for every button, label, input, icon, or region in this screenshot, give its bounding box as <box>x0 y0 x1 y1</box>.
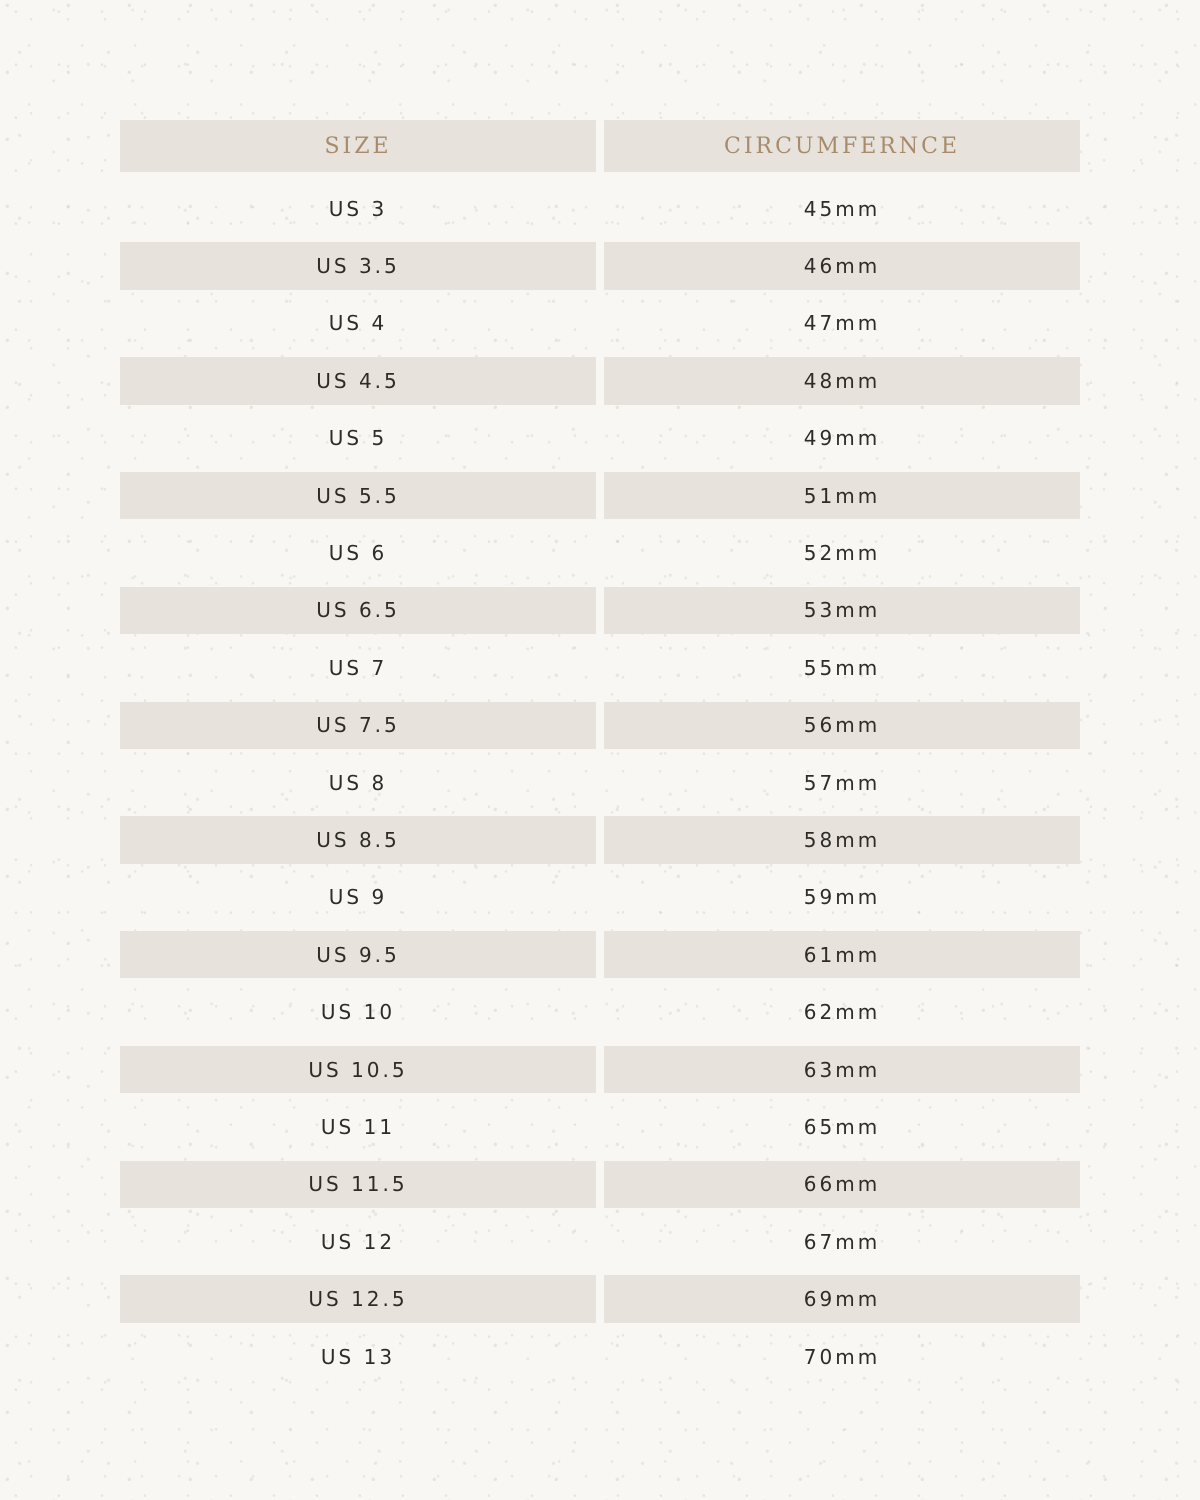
size-cell: US 6 <box>328 541 388 566</box>
size-cell: US 12.5 <box>120 1275 596 1322</box>
circumference-cell: 59mm <box>803 885 881 910</box>
table-body <box>120 180 1080 1385</box>
circumference-cell: 58mm <box>604 816 1080 863</box>
circumference-cell: 52mm <box>803 541 881 566</box>
circumference-cell: 47mm <box>803 311 881 336</box>
circumference-cell: 48mm <box>604 357 1080 404</box>
table-row <box>120 1098 1080 1155</box>
table-row <box>120 180 1080 237</box>
table-row <box>120 467 1080 524</box>
size-cell: US 7.5 <box>120 702 596 749</box>
circumference-cell: 56mm <box>604 702 1080 749</box>
table-row <box>120 352 1080 409</box>
circumference-cell: 65mm <box>803 1114 881 1139</box>
size-cell: US 11.5 <box>120 1161 596 1208</box>
table-row <box>120 983 1080 1040</box>
table-row <box>120 582 1080 639</box>
table-row <box>120 1041 1080 1098</box>
circumference-cell: 66mm <box>604 1161 1080 1208</box>
size-cell: US 10.5 <box>120 1046 596 1093</box>
table-row <box>120 1270 1080 1327</box>
circumference-cell: 45mm <box>803 196 881 221</box>
size-cell: US 3.5 <box>120 242 596 289</box>
table-row <box>120 295 1080 352</box>
circumference-cell: 61mm <box>604 931 1080 978</box>
table-row <box>120 1213 1080 1270</box>
table-row <box>120 754 1080 811</box>
circumference-cell: 55mm <box>803 655 881 680</box>
size-cell: US 4 <box>328 311 388 336</box>
size-cell: US 8.5 <box>120 816 596 863</box>
size-cell: US 6.5 <box>120 587 596 634</box>
circumference-cell: 49mm <box>803 426 881 451</box>
table-row <box>120 1328 1080 1385</box>
size-cell: US 3 <box>328 196 388 221</box>
table-row <box>120 926 1080 983</box>
size-cell: US 13 <box>320 1344 396 1369</box>
table-row <box>120 639 1080 696</box>
circumference-cell: 62mm <box>803 1000 881 1025</box>
header-circumference: CIRCUMFERNCE <box>604 120 1080 172</box>
header-size: SIZE <box>120 120 596 172</box>
circumference-cell: 69mm <box>604 1275 1080 1322</box>
size-cell: US 9.5 <box>120 931 596 978</box>
table-row <box>120 410 1080 467</box>
size-cell: US 12 <box>320 1229 396 1254</box>
table-row <box>120 524 1080 581</box>
size-cell: US 8 <box>328 770 388 795</box>
size-cell: US 9 <box>328 885 388 910</box>
table-row <box>120 237 1080 294</box>
circumference-cell: 70mm <box>803 1344 881 1369</box>
circumference-cell: 67mm <box>803 1229 881 1254</box>
size-cell: US 5 <box>328 426 388 451</box>
size-cell: US 4.5 <box>120 357 596 404</box>
ring-size-table <box>120 120 1080 1385</box>
circumference-cell: 57mm <box>803 770 881 795</box>
circumference-cell: 46mm <box>604 242 1080 289</box>
table-row <box>120 811 1080 868</box>
table-row <box>120 697 1080 754</box>
circumference-cell: 63mm <box>604 1046 1080 1093</box>
size-cell: US 11 <box>320 1114 396 1139</box>
circumference-cell: 53mm <box>604 587 1080 634</box>
size-cell: US 10 <box>320 1000 396 1025</box>
table-header-row <box>120 120 1080 180</box>
circumference-cell: 51mm <box>604 472 1080 519</box>
size-cell: US 5.5 <box>120 472 596 519</box>
table-row <box>120 1156 1080 1213</box>
table-row <box>120 869 1080 926</box>
size-cell: US 7 <box>328 655 388 680</box>
